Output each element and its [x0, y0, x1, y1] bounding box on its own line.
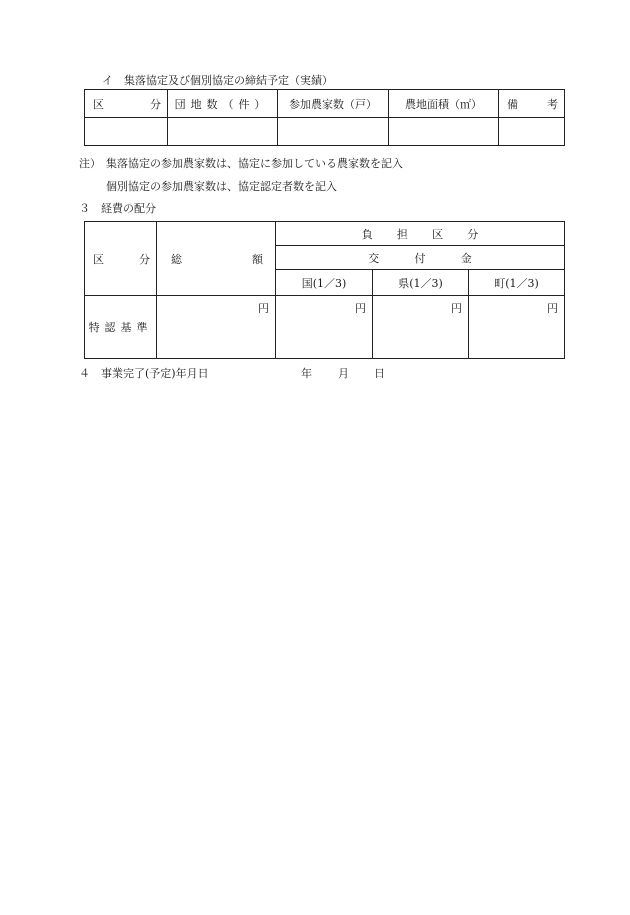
header-machi: 町(1／3) — [469, 270, 565, 296]
header-kofu: 交付金 — [276, 246, 565, 270]
header-danchi: 団地数（件） — [168, 90, 278, 118]
section-i-heading: イ 集落協定及び個別協定の締結予定（実績） — [102, 74, 333, 87]
row-label-tokunin: 特認基準 — [85, 296, 157, 359]
header-futan: 負担区分 — [276, 222, 565, 246]
header-kuni: 国(1／3) — [276, 270, 373, 296]
day-label: 日 — [374, 367, 385, 380]
header-sanka: 参加農家数（戸） — [278, 90, 389, 118]
header-nochi: 農地面積（㎡） — [389, 90, 499, 118]
header-ken: 県(1／3) — [373, 270, 469, 296]
note-line-1: 集落協定の参加農家数は、協定に参加している農家数を記入 — [106, 157, 403, 170]
note-line-2: 個別協定の参加農家数は、協定認定者数を記入 — [106, 180, 337, 193]
cell-machi-yen: 円 — [469, 296, 565, 359]
header-sogaku: 総 額 — [157, 222, 276, 296]
header-biko: 備 考 — [499, 90, 565, 118]
section-3-heading: ３ 経費の配分 — [79, 202, 156, 215]
cell-sogaku-yen: 円 — [157, 296, 276, 359]
year-label: 年 — [301, 367, 312, 380]
month-label: 月 — [338, 367, 349, 380]
cell-kubun — [85, 118, 168, 146]
agreement-table — [84, 89, 565, 146]
cell-sanka — [278, 118, 389, 146]
cell-danchi — [168, 118, 278, 146]
cell-ken-yen: 円 — [373, 296, 469, 359]
note-label: 注） — [79, 157, 101, 170]
cell-kuni-yen: 円 — [276, 296, 373, 359]
cell-nochi — [389, 118, 499, 146]
expense-table — [84, 221, 565, 359]
header-kubun: 区 分 — [85, 90, 168, 118]
cell-biko — [499, 118, 565, 146]
section-4-heading: ４ 事業完了(予定)年月日 — [79, 367, 209, 380]
header-kubun-3: 区 分 — [85, 222, 157, 296]
